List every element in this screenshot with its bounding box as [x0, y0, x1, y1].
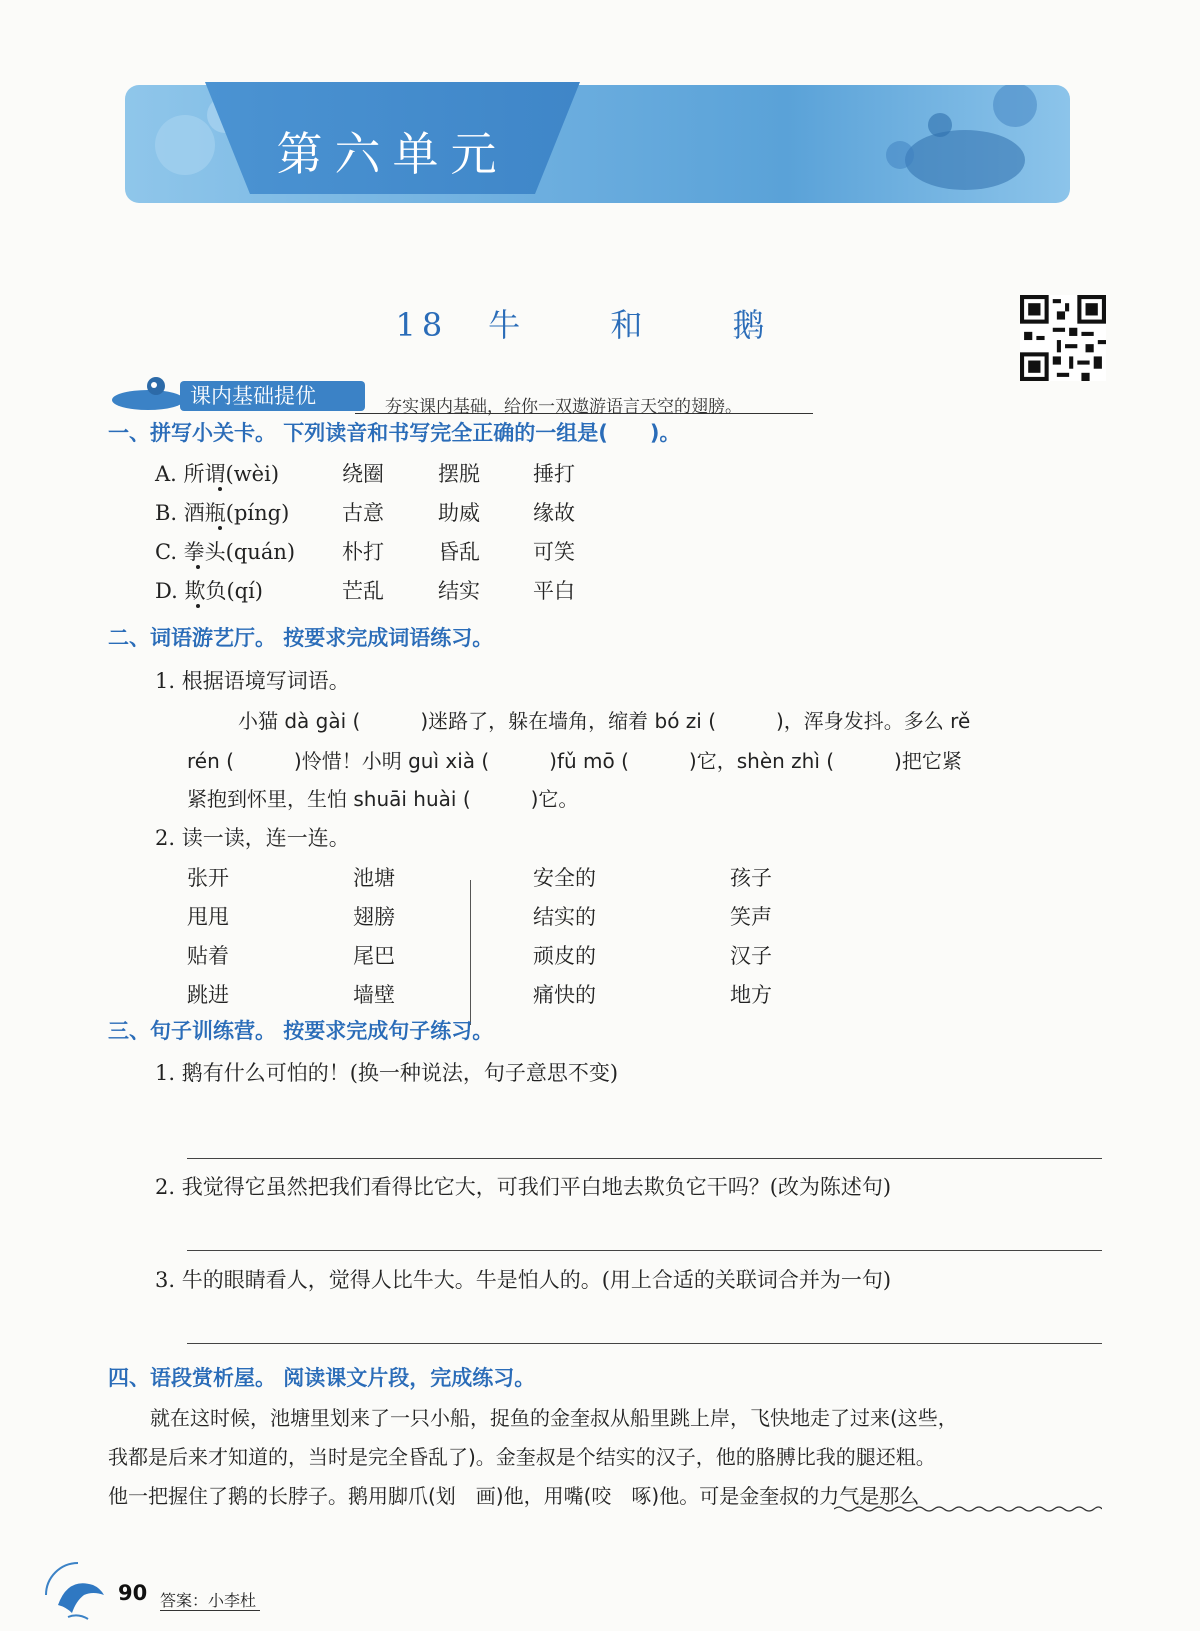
match-right-target[interactable]: 汉子	[730, 944, 772, 968]
page-number: 90	[118, 1581, 148, 1605]
q3-title: 三、句子训练营。 按要求完成句子练习。	[108, 1019, 494, 1043]
q1-option-a-label: A. 所谓(wèi)	[155, 462, 280, 486]
passage-line: 我都是后来才知道的，当时是完全昏乱了)。金奎叔是个结实的汉子，他的胳膊比我的腿还粗。	[108, 1445, 936, 1469]
answer-line[interactable]	[187, 1250, 1102, 1251]
q2-paragraph-line: rén ( )怜惜！小明 guì xià ( )fǔ mō ( )它，shèn zhì ( )把它紧	[187, 749, 962, 773]
dolphin-icon	[38, 1555, 118, 1625]
q3-item: 2. 我觉得它虽然把我们看得比它大，可我们平白地去欺负它干吗？(改为陈述句)	[155, 1175, 892, 1199]
section-slogan: 夯实课内基础，给你一双遨游语言天空的翅膀。	[385, 397, 742, 417]
q1-option-b-word: 助威	[438, 501, 480, 525]
match-left-target[interactable]: 池塘	[353, 866, 395, 890]
answer-line[interactable]	[187, 1343, 1102, 1344]
match-left-word[interactable]: 贴着	[187, 944, 229, 968]
match-right-word[interactable]: 顽皮的	[533, 944, 596, 968]
q1-option-d-word: 平白	[533, 579, 575, 603]
emphasis-dot	[196, 604, 200, 608]
answer-underline	[160, 1610, 260, 1611]
q2-sub2: 2. 读一读，连一连。	[155, 826, 350, 850]
q2-sub1: 1. 根据语境写词语。	[155, 669, 350, 693]
q2-title: 二、词语游艺厅。 按要求完成词语练习。	[108, 626, 494, 650]
qr-code-icon[interactable]	[1020, 295, 1106, 381]
match-right-target[interactable]: 地方	[730, 983, 772, 1007]
passage-line: 就在这时候，池塘里划来了一只小船，捉鱼的金奎叔从船里跳上岸，飞快地走了过来(这些，	[150, 1406, 958, 1430]
mascot-icon	[108, 372, 188, 414]
q4-title: 四、语段赏析屋。 阅读课文片段，完成练习。	[108, 1366, 536, 1390]
emphasis-dot	[218, 526, 222, 530]
lesson-name: 牛 和 鹅	[488, 306, 805, 344]
q2-paragraph-line: 紧抱到怀里，生怕 shuāi huài ( )它。	[187, 787, 579, 811]
column-divider	[470, 880, 471, 1025]
match-right-word[interactable]: 安全的	[533, 866, 596, 890]
q1-option-c-word: 朴打	[342, 540, 384, 564]
answer-line[interactable]	[187, 1158, 1102, 1159]
answer-note: 答案：小李杜	[160, 1591, 257, 1610]
match-right-word[interactable]: 痛快的	[533, 983, 596, 1007]
match-left-word[interactable]: 甩甩	[187, 905, 229, 929]
emphasis-dot	[196, 565, 200, 569]
match-right-target[interactable]: 笑声	[730, 905, 772, 929]
q1-option-a-word: 捶打	[533, 462, 575, 486]
q1-title: 一、拼写小关卡。 下列读音和书写完全正确的一组是( )。	[108, 421, 681, 445]
match-left-word[interactable]: 张开	[187, 866, 229, 890]
q1-option-c-word: 可笑	[533, 540, 575, 564]
unit-title: 第六单元	[276, 127, 509, 181]
q1-option-d-label: D. 欺负(qí)	[155, 579, 263, 603]
wavy-underline	[834, 1505, 1102, 1513]
passage-line: 他一把握住了鹅的长脖子。鹅用脚爪(划 画)他，用嘴(咬 啄)他。可是金奎叔的力气是那么	[108, 1484, 920, 1508]
q1-option-a-word: 绕圈	[342, 462, 384, 486]
match-left-target[interactable]: 尾巴	[353, 944, 395, 968]
emphasis-dot	[218, 487, 222, 491]
q1-option-d-word: 芒乱	[342, 579, 384, 603]
q2-paragraph-line: 小猫 dà gài ( )迷路了，躲在墙角，缩着 bó zi ( )，浑身发抖。多么 rě	[238, 709, 971, 733]
match-right-word[interactable]: 结实的	[533, 905, 596, 929]
match-left-target[interactable]: 翅膀	[353, 905, 395, 929]
q1-option-b-word: 缘故	[533, 501, 575, 525]
match-right-target[interactable]: 孩子	[730, 866, 772, 890]
match-left-word[interactable]: 跳进	[187, 983, 229, 1007]
q1-option-a-word: 摆脱	[438, 462, 480, 486]
q1-option-c-label: C. 拳头(quán)	[155, 540, 296, 564]
section-tag: 课内基础提优	[180, 381, 365, 411]
slogan-underline	[355, 413, 813, 414]
q1-option-b-label: B. 酒瓶(píng)	[155, 501, 290, 525]
q1-option-b-word: 古意	[342, 501, 384, 525]
q3-item: 1. 鹅有什么可怕的！(换一种说法，句子意思不变)	[155, 1061, 619, 1085]
match-left-target[interactable]: 墙壁	[353, 983, 395, 1007]
q1-option-c-word: 昏乱	[438, 540, 480, 564]
q1-option-d-word: 结实	[438, 579, 480, 603]
q3-item: 3. 牛的眼睛看人，觉得人比牛大。牛是怕人的。(用上合适的关联词合并为一句)	[155, 1268, 892, 1292]
lesson-number: 18	[395, 306, 449, 344]
